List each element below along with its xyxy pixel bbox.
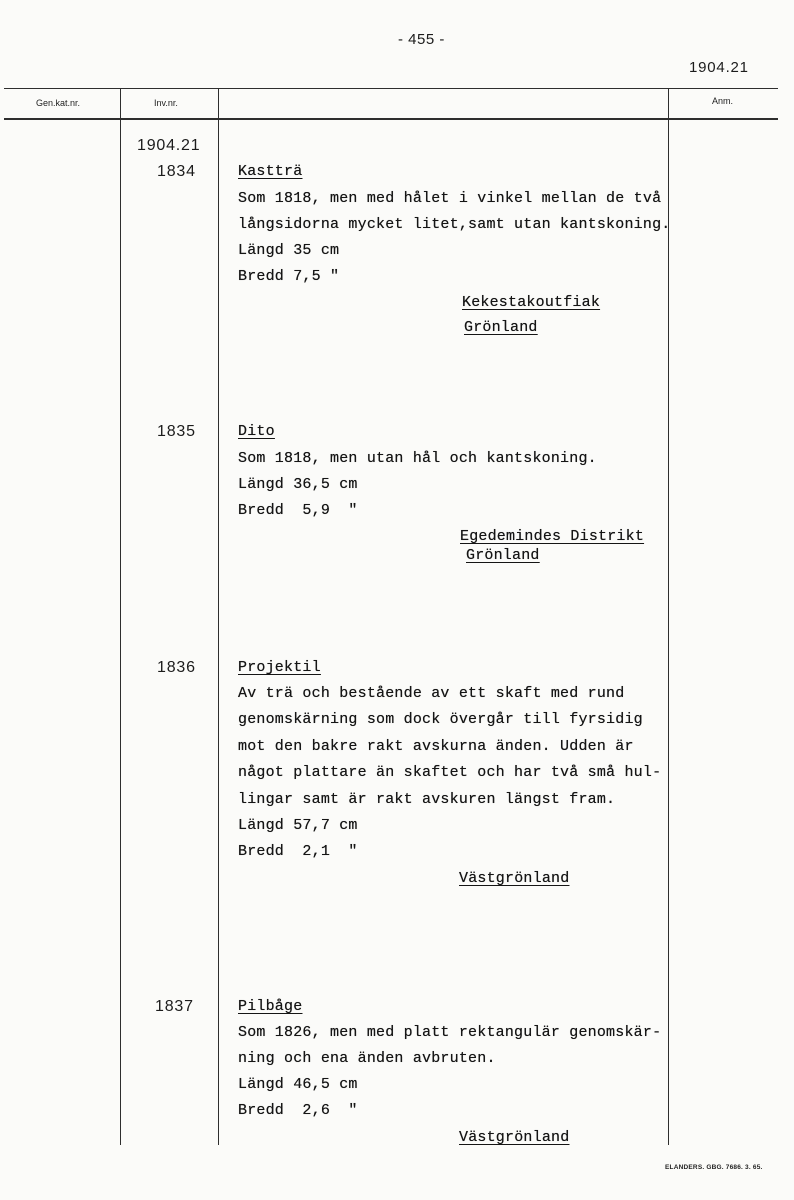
entry-description-line: Som 1826, men med platt rektangulär genomskär- [238,1024,662,1041]
page-number: - 455 - [398,31,445,48]
entry-description-line: Som 1818, men utan hål och kantskoning. [238,450,597,467]
entry-description-line: genomskärning som dock övergår till fyrsidig [238,711,643,728]
entry-locality: Västgrönland [459,870,570,887]
entry-description-line: Som 1818, men med hålet i vinkel mellan de två [238,190,662,207]
entry-length: Längd 35 cm [238,242,340,259]
entry-width: Bredd 5,9 " [238,502,358,519]
entry-description-line: mot den bakre rakt avskurna änden. Udden är [238,738,634,755]
entry-locality: Grönland [466,547,540,564]
entry-width: Bredd 7,5 " [238,268,340,285]
entry-description-line: något plattare än skaftet och har två små hul- [238,764,662,781]
entry-title: Kastträ [238,163,303,180]
column-header-gen-kat-nr: Gen.kat.nr. [36,98,81,108]
entry-length: Längd 36,5 cm [238,476,358,493]
entry-width: Bredd 2,1 " [238,843,358,860]
entry-length: Längd 46,5 cm [238,1076,358,1093]
entry-width: Bredd 2,6 " [238,1102,358,1119]
entry-description-line: Av trä och bestående av ett skaft med rund [238,685,625,702]
collection-label: 1904.21 [137,137,201,154]
entry-inv-nr: 1834 [157,163,196,180]
column-divider-2 [218,88,219,1145]
entry-description-line: långsidorna mycket litet,samt utan kantskoning. [238,216,671,233]
entry-locality: Kekestakoutfiak [462,294,601,311]
entry-locality: Västgrönland [459,1129,570,1146]
entry-inv-nr: 1835 [157,423,196,440]
collection-reference: 1904.21 [689,59,749,76]
column-divider-1 [120,88,121,1145]
printer-mark: ELANDERS. GBG. 7686. 3. 65. [665,1164,763,1171]
entry-title: Dito [238,423,275,440]
entry-inv-nr: 1836 [157,659,196,676]
entry-length: Längd 57,7 cm [238,817,358,834]
column-header-inv-nr: Inv.nr. [154,98,178,108]
entry-locality: Egedemindes Distrikt [460,528,645,545]
entry-title: Pilbåge [238,998,303,1015]
column-header-anm: Anm. [712,96,734,106]
entry-title: Projektil [238,659,321,676]
entry-inv-nr: 1837 [155,998,194,1015]
entry-description-line: ning och ena änden avbruten. [238,1050,496,1067]
entry-description-line: lingar samt är rakt avskuren längst fram. [238,791,616,808]
entry-locality: Grönland [464,319,538,336]
column-divider-3 [668,88,669,1145]
